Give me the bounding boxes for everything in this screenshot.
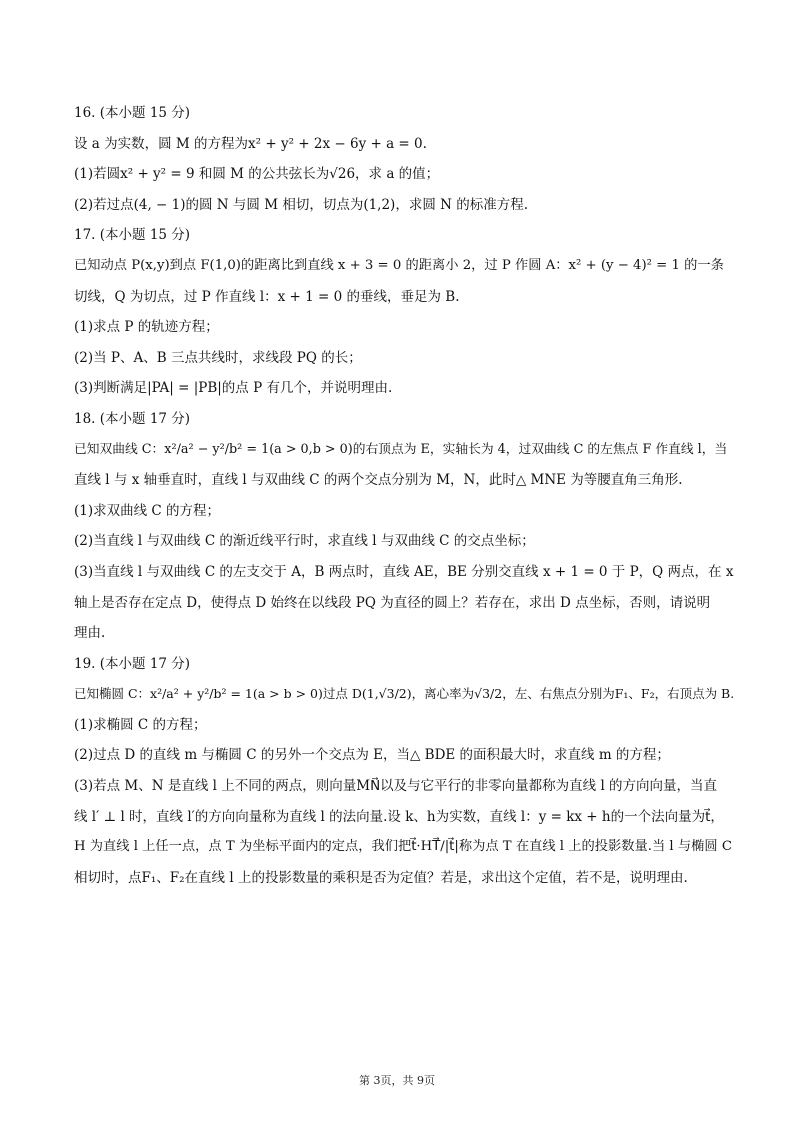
problem-16-part-1: (1)若圆x² + y² = 9 和圆 M 的公共弦长为√26，求 a 的值； bbox=[74, 166, 440, 183]
problem-19-part-3-line-2: 线 l′ ⊥ l 时，直线 l′的方向向量称为直线 l 的法向量.设 k、h为实数，直线 l：y = kx + h的一个法向量为t⃗， bbox=[74, 808, 724, 825]
problem-19-heading: 19. (本小题 17 分) bbox=[74, 655, 191, 672]
problem-18-part-1: (1)求双曲线 C 的方程； bbox=[74, 502, 221, 519]
problem-17-stem-line-1: 已知动点 P(x,y)到点 F(1,0)的距离比到直线 x + 3 = 0 的距离小 2，过 P 作圆 A：x² + (y − 4)² = 1 的一条 bbox=[74, 257, 724, 273]
problem-18-heading: 18. (本小题 17 分) bbox=[74, 410, 191, 427]
problem-17-stem-line-2: 切线，Q 为切点，过 P 作直线 l：x + 1 = 0 的垂线，垂足为 B. bbox=[74, 288, 460, 305]
problem-16-part-2: (2)若过点(4, − 1)的圆 N 与圆 M 相切，切点为(1,2)，求圆 N 的标准方程. bbox=[74, 196, 529, 213]
problem-18-part-2: (2)当直线 l 与双曲线 C 的渐近线平行时，求直线 l 与双曲线 C 的交点坐标； bbox=[74, 533, 535, 550]
problem-17-part-2: (2)当 P、A、B 三点共线时，求线段 PQ 的长； bbox=[74, 349, 362, 366]
problem-18-stem-line-1: 已知双曲线 C：x²/a² − y²/b² = 1(a > 0,b > 0)的右顶点为 E，实轴长为 4，过双曲线 C 的左焦点 F 作直线 l，当 bbox=[74, 441, 728, 457]
problem-19-part-2: (2)过点 D 的直线 m 与椭圆 C 的另外一个交点为 E，当△ BDE 的面积最大时，求直线 m 的方程； bbox=[74, 747, 670, 764]
problem-17-part-3: (3)判断满足|PA| = |PB|的点 P 有几个，并说明理由. bbox=[74, 380, 393, 397]
problem-18-part-3-line-2: 轴上是否存在定点 D，使得点 D 始终在以线段 PQ 为直径的圆上？若存在，求出 D 点坐标，否则，请说明 bbox=[74, 594, 711, 611]
problem-16-heading: 16. (本小题 15 分) bbox=[74, 105, 191, 121]
problem-17-part-1: (1)求点 P 的轨迹方程； bbox=[74, 319, 219, 336]
problem-18-stem-line-2: 直线 l 与 x 轴垂直时，直线 l 与双曲线 C 的两个交点分别为 M，N，此时△ MNE 为等腰直角三角形. bbox=[74, 472, 683, 489]
problem-19-part-3-line-3: H 为直线 l 上任一点，点 T 为坐标平面内的定点，我们把t⃗·HT⃗/|t⃗|称为点 T 在直线 l 上的投影数量.当 l 与椭圆 C bbox=[74, 839, 732, 855]
problem-19-part-3-line-4: 相切时，点F₁、F₂在直线 l 上的投影数量的乘积是否为定值？若是，求出这个定值，若不是，说明理由. bbox=[74, 869, 688, 886]
problem-17-heading: 17. (本小题 15 分) bbox=[74, 227, 191, 244]
problem-19-part-3-line-1: (3)若点 M、N 是直线 l 上不同的两点，则向量MN⃗以及与它平行的非零向量都称为直线 l 的方向向量，当直 bbox=[74, 778, 718, 795]
document-body bbox=[74, 98, 734, 893]
page-footer: 第 3页，共 9页 bbox=[359, 1074, 435, 1087]
problem-16-stem: 设 a 为实数，圆 M 的方程为x² + y² + 2x − 6y + a = 0. bbox=[74, 135, 427, 152]
problem-18-part-3-line-1: (3)当直线 l 与双曲线 C 的左支交于 A，B 两点时，直线 AE，BE 分别交直线 x + 1 = 0 于 P，Q 两点，在 x bbox=[74, 563, 734, 580]
problem-19-stem: 已知椭圆 C：x²/a² + y²/b² = 1(a > b > 0)过点 D(1,√3/2)，离心率为√3/2，左、右焦点分别为F₁、F₂，右顶点为 B. bbox=[74, 686, 735, 702]
problem-19-part-1: (1)求椭圆 C 的方程； bbox=[74, 716, 207, 733]
problem-18-part-3-line-3: 理由. bbox=[74, 625, 106, 642]
